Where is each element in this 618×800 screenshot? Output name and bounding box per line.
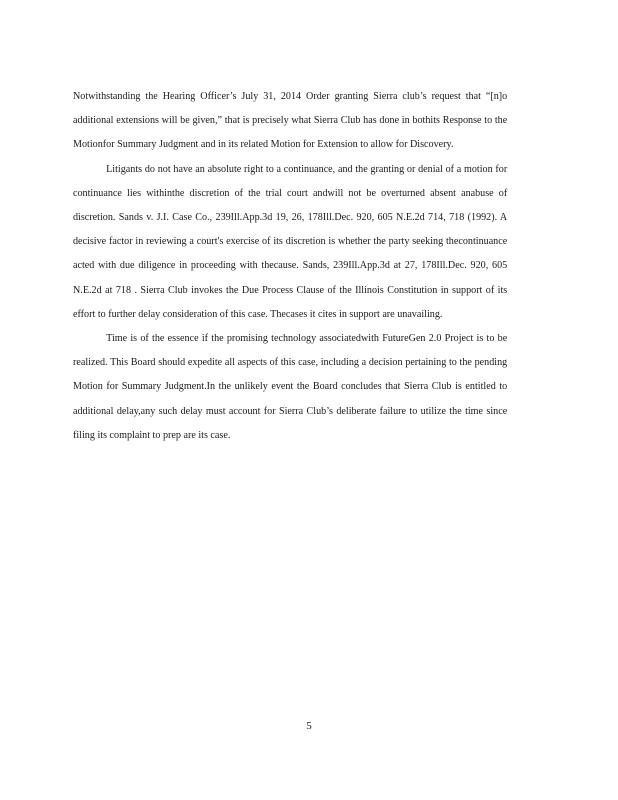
paragraph-3: Time is of the essence if the promising technology associatedwith FutureGen 2.0 Project is to be realized. This Board should expedite all aspects of this case, including a decision pertaining to the pending Motion for Summary Judgment.In the unlikely event the Board concludes that Sierra Club is entitled to additional delay,any such delay must account for Sierra Club’s deliberate failure to utilize the time since filing its complaint to prep are its case. [73,332,508,441]
paragraph-1: Notwithstanding the Hearing Officer’s July 31, 2014 Order granting Sierra club’s request that “[n]o additional extensions will be given,” that is precisely what Sierra Club has done in bothits Response to the Motionfor Summary Judgment and in its related Motion for Extension to allow for Discovery. [73,90,508,151]
page-number: 5 [306,720,312,732]
paragraph-2: Litigants do not have an absolute right to a continuance, and the granting or denial of a motion for continuance lies withinthe discretion of the trial court andwill not be overturned absent anabuse of discretion. Sands v. J.I. Case Co., 239Ill.App.3d 19, 26, 178Ill.Dec. 920, 605 N.E.2d 714, 718 (1992). A decisive factor in reviewing a court's exercise of its discretion is whether the party seeking thecontinuance acted with due diligence in proceeding with thecause. Sands, 239Ill.App.3d at 27, 178Ill.Dec. 920, 605 N.E.2d at 718 . Sierra Club invokes the Due Process Clause of the Illinois Constitution in support of its effort to further delay consideration of this case. Thecases it cites in support are unavailing. [73,162,508,320]
body-text [73,84,507,447]
